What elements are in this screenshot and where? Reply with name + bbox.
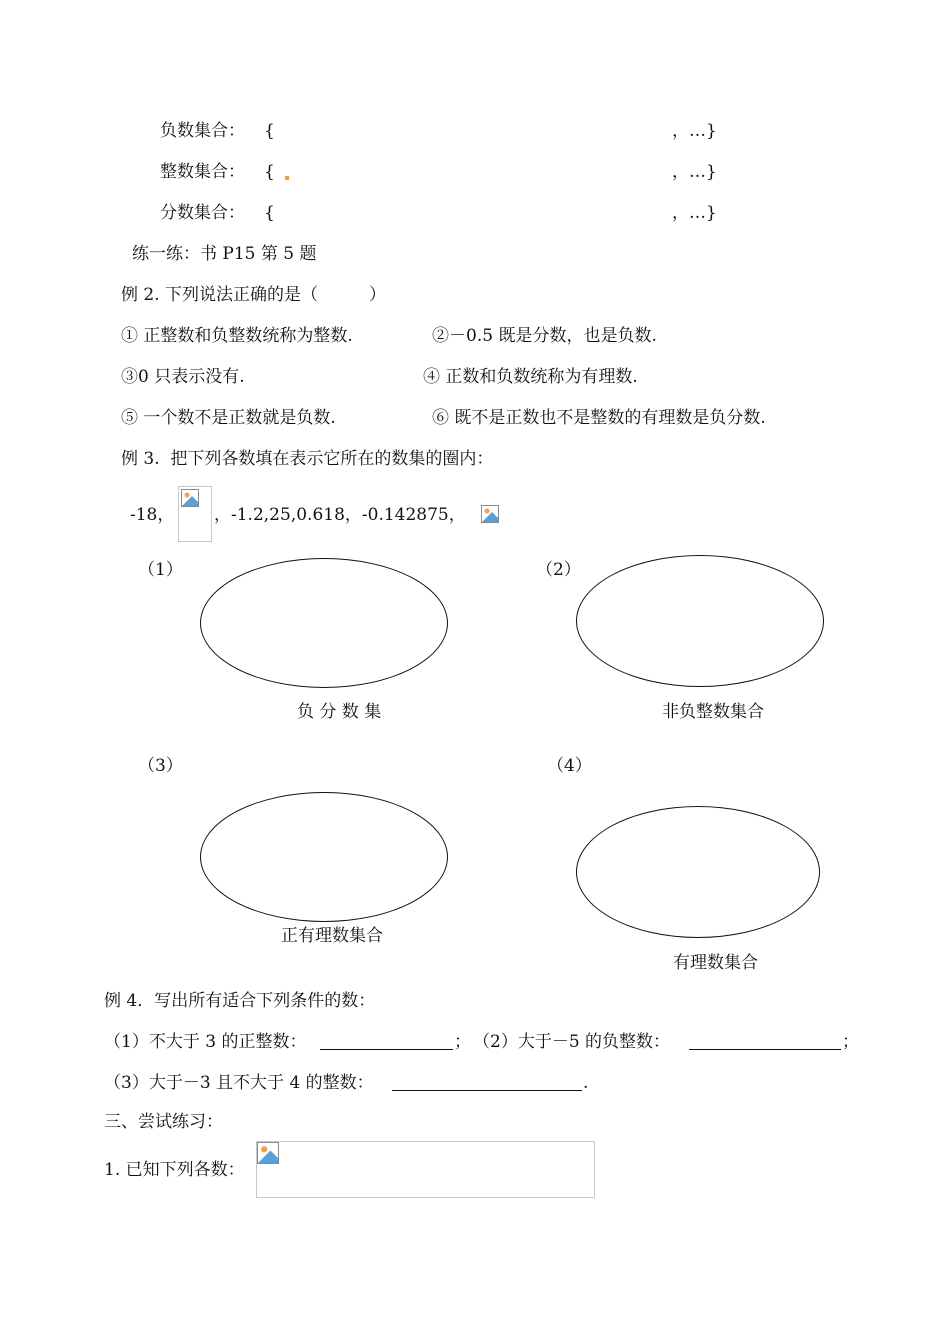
ex2-title: 例 2. 下列说法正确的是（ ）: [121, 285, 387, 305]
negative-set-close: ，…}: [672, 121, 717, 141]
exercise-1-text: 1. 已知下列各数：: [104, 1160, 245, 1180]
answer-blank-2[interactable]: [689, 1049, 841, 1050]
exercise-image-frame: [256, 1141, 595, 1198]
ex2-statement-1: ① 正整数和负整数统称为整数.: [121, 326, 353, 346]
set-ellipse-1: [200, 558, 448, 688]
circle-1-label: 负 分 数 集: [297, 702, 382, 722]
circle-4-label: 有理数集合: [673, 953, 758, 973]
integer-set-label: 整数集合：: [160, 162, 245, 182]
ex2-statement-6: ⑥ 既不是正数也不是整数的有理数是负分数.: [432, 408, 766, 428]
practice-line: 练一练：书 P15 第 5 题: [132, 244, 317, 264]
fraction-set-close: ，…}: [672, 203, 717, 223]
circle-3-number: （3）: [138, 756, 183, 776]
ex3-title: 例 3. 把下列各数填在表示它所在的数集的圈内：: [121, 449, 494, 469]
set-ellipse-3: [200, 792, 448, 922]
circle-1-number: （1）: [138, 560, 183, 580]
set-ellipse-4: [576, 806, 820, 938]
answer-blank-3[interactable]: [392, 1090, 582, 1091]
integer-set-open-brace: {: [264, 162, 275, 182]
ex4-title: 例 4．写出所有适合下列条件的数：: [104, 991, 376, 1011]
circle-2-label: 非负整数集合: [662, 702, 764, 722]
ex2-statement-5: ⑤ 一个数不是正数就是负数.: [121, 408, 336, 428]
negative-set-open-brace: {: [264, 121, 275, 141]
ex4-question-3-end: .: [583, 1073, 589, 1093]
ex2-statement-4: ④ 正数和负数统称为有理数.: [423, 367, 638, 387]
ex4-question-2: （2）大于－5 的负整数：: [473, 1032, 671, 1052]
ex4-question-2-end: ；: [842, 1032, 859, 1052]
ex2-statement-3: ③0 只表示没有.: [121, 367, 245, 387]
ex4-question-3: （3）大于－3 且不大于 4 的整数：: [104, 1073, 374, 1093]
fraction-set-label: 分数集合：: [160, 203, 245, 223]
broken-image-icon: [257, 1142, 279, 1164]
circle-2-number: （2）: [536, 560, 581, 580]
broken-image-icon: [481, 505, 499, 523]
ex3-number-list: ，-1.2,25,0.618，-0.142875，: [214, 505, 466, 525]
cursor-mark: [285, 176, 289, 180]
ex4-question-1-end: ；: [454, 1032, 471, 1052]
answer-blank-1[interactable]: [320, 1049, 453, 1050]
negative-set-label: 负数集合：: [160, 121, 245, 141]
ex4-question-1: （1）不大于 3 的正整数：: [104, 1032, 307, 1052]
circle-3-label: 正有理数集合: [281, 926, 383, 946]
ex3-number-start: -18，: [130, 505, 175, 525]
set-ellipse-2: [576, 555, 824, 687]
section-3-heading: 三、尝试练习：: [104, 1112, 223, 1132]
fraction-set-open-brace: {: [264, 203, 275, 223]
integer-set-close: ，…}: [672, 162, 717, 182]
ex2-statement-2: ②－0.5 既是分数，也是负数.: [432, 326, 657, 346]
broken-image-icon: [181, 489, 199, 507]
circle-4-number: （4）: [547, 756, 592, 776]
